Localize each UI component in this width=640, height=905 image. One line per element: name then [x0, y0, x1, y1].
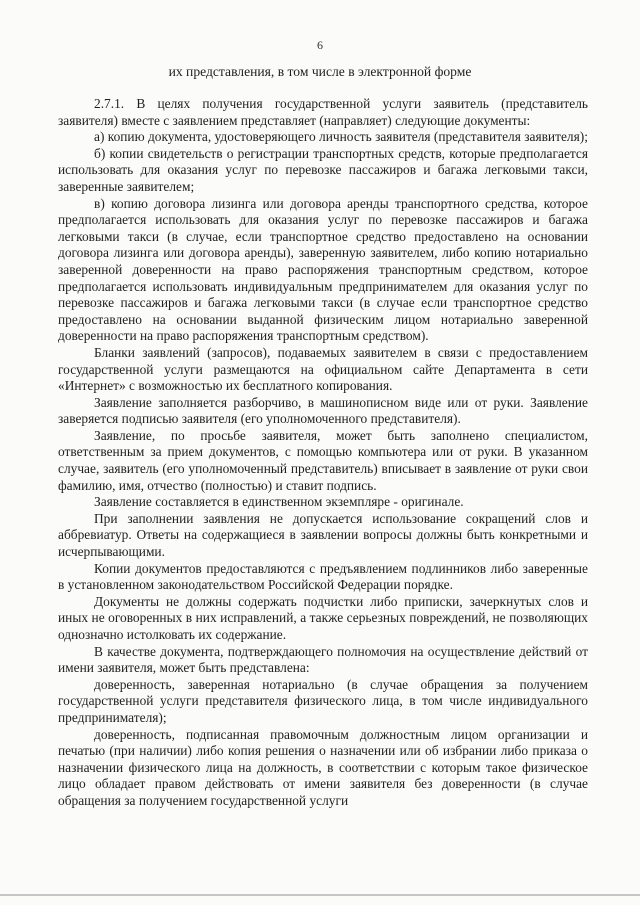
section-heading-continuation: их представления, в том числе в электронной форме — [168, 64, 472, 79]
paragraph-no-corrections: Документы не должны содержать подчистки либо приписки, зачеркнутых слов и иных не оговоренных в них исправлений, а также серьезных повреждений, не позволяющих однозначно истолковать их содержание. — [58, 593, 588, 642]
paragraph-application-forms: Бланки заявлений (запросов), подаваемых заявителем в связи с предоставлением государственной услуги размещаются на официальном сайте Департамента в сети «Интернет» с возможностью их бесплатного копирования. — [58, 344, 588, 394]
list-item-a: а) копию документа, удостоверяющего личность заявителя (представителя заявителя); — [94, 129, 588, 145]
list-item-c: в) копию договора лизинга или договора аренды транспортного средства, которое предполагается использовать для оказания услуг по перевозке пассажиров и багажа легковыми такси (в случае, если транспортное средство предоставлено на основании договора лизинга или договора аренды), заверенную заявителем, либо копию нотариально заверенной доверенности на право распоряжения транспортным средством, которое предполагается использовать индивидуальным предпринимателем для оказания услуг по перевозке пассажиров и багажа легковыми такси (в случае если транспортное средство предоставлено на основании выданной физическим лицом нотариально заверенной доверенности на право распоряжения транспортным средством). — [58, 195, 588, 344]
paragraph-organization-power-of-attorney: доверенность, подписанная правомочным должностным лицом организации и печатью (при наличии) либо копия решения о назначении или об избрании либо приказа о назначении физического лица на должность, в соответствии с которым такое физическое лицо обладает правом действовать от имени заявителя без доверенности (в случае обращения за получением государственной услуги — [58, 726, 588, 808]
paragraph-authority-document: В качестве документа, подтверждающего полномочия на осуществление действий от имени заявителя, может быть представлена: — [58, 643, 588, 676]
scan-bottom-edge — [0, 894, 640, 896]
paragraph-fill-legibly: Заявление заполняется разборчиво, в машинописном виде или от руки. Заявление заверяется подписью заявителя (его уполномоченного представителя). — [58, 394, 588, 427]
paragraph-copies-with-originals: Копии документов предоставляются с предъявлением подлинников либо заверенные в установленном законодательством Российской Федерации порядке. — [58, 560, 588, 593]
paragraph-single-copy: Заявление составляется в единственном экземпляре - оригинале. — [94, 494, 464, 510]
paragraph-2-7-1: 2.7.1. В целях получения государственной услуги заявитель (представитель заявителя) вместе с заявлением представляет (направляет) следующие документы: — [58, 96, 588, 128]
paragraph-notarized-power-of-attorney: доверенность, заверенная нотариально (в случае обращения за получением государственной услуги представителя физического лица, в том числе индивидуального предпринимателя); — [58, 676, 588, 725]
list-item-b: б) копии свидетельств о регистрации транспортных средств, которые предполагается использовать для оказания услуг по перевозке пассажиров и багажа легковыми такси, заверенные заявителем; — [58, 145, 588, 194]
document-body — [58, 96, 588, 810]
paragraph-no-abbreviations: При заполнении заявления не допускается использование сокращений слов и аббревиатур. Ответы на содержащиеся в заявлении вопросы должны быть конкретными и исчерпывающими. — [58, 510, 588, 560]
paragraph-fill-by-specialist: Заявление, по просьбе заявителя, может быть заполнено специалистом, ответственным за прием документов, с помощью компьютера или от руки. В указанном случае, заявитель (его уполномоченный представитель) вписывает в заявление от руки свои фамилию, имя, отчество (полностью) и ставит подпись. — [58, 427, 588, 493]
page-number: 6 — [317, 38, 323, 52]
